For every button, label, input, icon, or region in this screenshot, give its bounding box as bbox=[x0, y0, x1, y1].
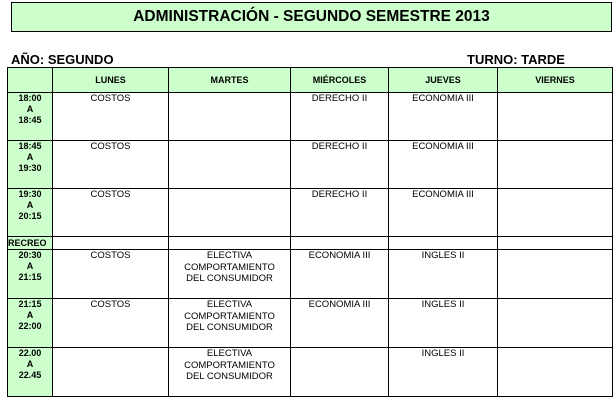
time-slot-line: 21:15 bbox=[18, 272, 42, 282]
class-cell-viernes bbox=[498, 189, 613, 237]
subject-text: COSTOS bbox=[90, 93, 131, 104]
class-cell-viernes bbox=[498, 348, 613, 397]
subject-text: ELECTIVA bbox=[206, 299, 253, 310]
subject-text: ELECTIVA bbox=[206, 250, 253, 261]
time-slot-cell bbox=[8, 141, 53, 189]
time-slot-cell bbox=[8, 189, 53, 237]
class-cell-jueves bbox=[389, 189, 498, 237]
class-cell-miercoles bbox=[291, 141, 389, 189]
time-slot-cell bbox=[8, 348, 53, 397]
subject-text: ECONOMIA III bbox=[308, 299, 371, 310]
time-slot-line: A bbox=[26, 261, 34, 271]
time-slot-line: 18:45 bbox=[18, 141, 42, 151]
class-cell-lunes bbox=[53, 299, 169, 348]
corner-header bbox=[8, 68, 53, 93]
class-cell-lunes bbox=[53, 348, 169, 397]
time-slot-line: A bbox=[26, 104, 34, 114]
class-cell-lunes bbox=[53, 141, 169, 189]
class-cell-miercoles bbox=[291, 299, 389, 348]
shift-label: TURNO: TARDE bbox=[467, 52, 565, 67]
time-slot-line: A bbox=[26, 200, 34, 210]
time-slot-cell bbox=[8, 299, 53, 348]
class-cell-jueves bbox=[389, 299, 498, 348]
class-cell-viernes bbox=[498, 93, 613, 141]
recreo-row bbox=[8, 237, 613, 250]
time-slot-line: A bbox=[26, 310, 34, 320]
subject-text: INGLES II bbox=[421, 299, 465, 310]
class-cell-miercoles bbox=[291, 250, 389, 299]
time-slot-line: 20:30 bbox=[18, 250, 42, 260]
class-cell-viernes bbox=[498, 299, 613, 348]
class-cell-lunes bbox=[53, 250, 169, 299]
subject-text: DERECHO II bbox=[311, 189, 368, 200]
time-slot-row bbox=[8, 250, 613, 299]
recreo-cell bbox=[389, 237, 498, 250]
time-slot-row bbox=[8, 348, 613, 397]
class-cell-miercoles bbox=[291, 93, 389, 141]
recreo-cell bbox=[498, 237, 613, 250]
recreo-label: RECREO bbox=[8, 237, 53, 250]
time-slot-line: 22.45 bbox=[18, 370, 42, 380]
time-slot-line: A bbox=[26, 359, 34, 369]
day-header-lunes: LUNES bbox=[53, 68, 169, 93]
subject-text: COSTOS bbox=[90, 250, 131, 261]
class-cell-martes bbox=[169, 189, 291, 237]
subject-text: ELECTIVA bbox=[206, 348, 253, 359]
subject-text: DERECHO II bbox=[311, 141, 368, 152]
schedule-table bbox=[7, 67, 613, 397]
header-row bbox=[8, 68, 613, 93]
time-slot-line: 18:00 bbox=[18, 93, 42, 103]
class-cell-miercoles bbox=[291, 189, 389, 237]
subject-text: COSTOS bbox=[90, 141, 131, 152]
class-cell-martes bbox=[169, 299, 291, 348]
recreo-cell bbox=[53, 237, 169, 250]
time-slot-line: 21:15 bbox=[18, 299, 42, 309]
subject-text: COMPORTAMIENTO bbox=[184, 261, 275, 273]
day-header-jueves: JUEVES bbox=[389, 68, 498, 93]
day-header-martes: MARTES bbox=[169, 68, 291, 93]
subject-text: ECONOMIA III bbox=[412, 93, 474, 104]
time-slot-line: 22:00 bbox=[18, 321, 42, 331]
class-cell-martes bbox=[169, 250, 291, 299]
subject-text: INGLES II bbox=[421, 348, 465, 359]
time-slot-line: 18:45 bbox=[18, 115, 42, 125]
class-cell-martes bbox=[169, 93, 291, 141]
subject-text: COSTOS bbox=[90, 299, 131, 310]
subject-text: ECONOMIA III bbox=[412, 141, 474, 152]
time-slot-row bbox=[8, 93, 613, 141]
subject-text: COMPORTAMIENTO bbox=[184, 310, 275, 322]
recreo-cell bbox=[169, 237, 291, 250]
subject-text: DEL CONSUMIDOR bbox=[186, 322, 273, 333]
subject-text: ECONOMIA III bbox=[412, 189, 474, 200]
time-slot-cell bbox=[8, 250, 53, 299]
class-cell-martes bbox=[169, 348, 291, 397]
day-header-miercoles: MIÉRCOLES bbox=[291, 68, 389, 93]
recreo-cell bbox=[291, 237, 389, 250]
time-slot-line: 19:30 bbox=[18, 163, 42, 173]
class-cell-lunes bbox=[53, 189, 169, 237]
time-slot-line: 22.00 bbox=[18, 348, 42, 358]
class-cell-lunes bbox=[53, 93, 169, 141]
page-title: ADMINISTRACIÓN - SEGUNDO SEMESTRE 2013 bbox=[11, 2, 612, 32]
class-cell-miercoles bbox=[291, 348, 389, 397]
time-slot-row bbox=[8, 141, 613, 189]
subject-text: ECONOMIA III bbox=[308, 250, 371, 261]
subject-text: COSTOS bbox=[90, 189, 131, 200]
class-cell-jueves bbox=[389, 141, 498, 189]
year-label: AÑO: SEGUNDO bbox=[11, 52, 114, 67]
subject-text: DERECHO II bbox=[311, 93, 368, 104]
time-slot-row bbox=[8, 189, 613, 237]
subject-text: INGLES II bbox=[421, 250, 465, 261]
time-slot-cell bbox=[8, 93, 53, 141]
class-cell-jueves bbox=[389, 250, 498, 299]
time-slot-row bbox=[8, 299, 613, 348]
class-cell-jueves bbox=[389, 93, 498, 141]
class-cell-martes bbox=[169, 141, 291, 189]
class-cell-jueves bbox=[389, 348, 498, 397]
class-cell-viernes bbox=[498, 250, 613, 299]
class-cell-viernes bbox=[498, 141, 613, 189]
subject-text: COMPORTAMIENTO bbox=[184, 359, 275, 371]
time-slot-line: 19:30 bbox=[18, 189, 42, 199]
time-slot-line: A bbox=[26, 152, 34, 162]
time-slot-line: 20:15 bbox=[18, 211, 42, 221]
subject-text: DEL CONSUMIDOR bbox=[186, 273, 273, 284]
day-header-viernes: VIERNES bbox=[498, 68, 613, 93]
subject-text: DEL CONSUMIDOR bbox=[186, 371, 273, 382]
